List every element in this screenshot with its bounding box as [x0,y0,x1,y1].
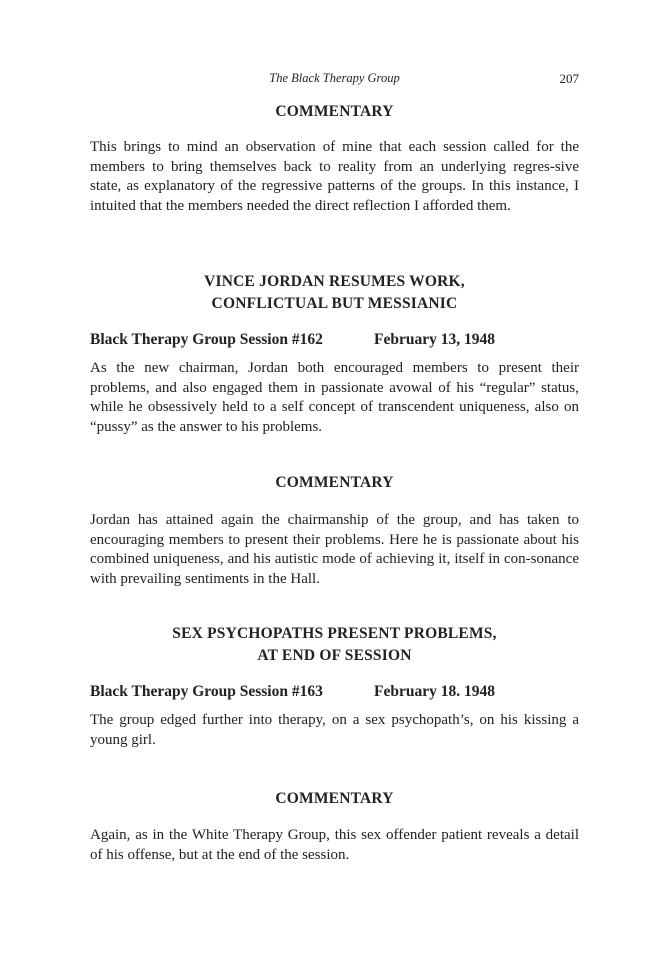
running-title: The Black Therapy Group [269,71,400,85]
commentary-heading-1: COMMENTARY [275,103,394,120]
section-title-1-line-2: CONFLICTUAL BUT MESSIANIC [211,295,458,312]
session-163-paragraph: The group edged further into therapy, on a sex psychopath’s, on his kissing a young girl. [90,712,579,748]
section-title-2-line-1: SEX PSYCHOPATHS PRESENT PROBLEMS, [172,625,497,642]
session-162-paragraph: As the new chairman, Jordan both encouraged members to present their problems, and also engaged them in passionate avowal of his “regular” status, while he obsessively held to a self concept of transcendent uniqueness, also on “pussy” as the answer to his problems. [90,360,579,435]
commentary-paragraph-3: Again, as in the White Therapy Group, this sex offender patient reveals a detail of his offense, but at the end of the session. [90,827,579,863]
session-162-label: Black Therapy Group Session #162 [90,331,323,348]
session-162-date: February 13, 1948 [374,331,495,348]
session-163-date: February 18. 1948 [374,683,495,700]
commentary-paragraph-1: This brings to mind an observation of mine that each session called for the members to bring themselves back to reality from an underlying regres-sive state, as explanatory of the regressive patterns of the groups. In this instance, I intuited that the members needed the direct reflection I afforded them. [90,139,579,214]
running-header [90,71,579,89]
section-title-1-line-1: VINCE JORDAN RESUMES WORK, [204,273,465,290]
session-163-label: Black Therapy Group Session #163 [90,683,323,700]
commentary-heading-3: COMMENTARY [275,790,394,807]
commentary-heading-2: COMMENTARY [275,474,394,491]
session-162-heading [90,331,579,349]
commentary-paragraph-2: Jordan has attained again the chairmanship of the group, and has taken to encouraging members to present their problems. Here he is passionate about his combined uniqueness, and his autistic mode of achieving it, itself in con-sonance with prevailing sentiments in the Hall. [90,512,579,587]
session-163-heading [90,683,579,701]
page-number: 207 [559,71,579,86]
section-title-2-line-2: AT END OF SESSION [257,647,412,664]
